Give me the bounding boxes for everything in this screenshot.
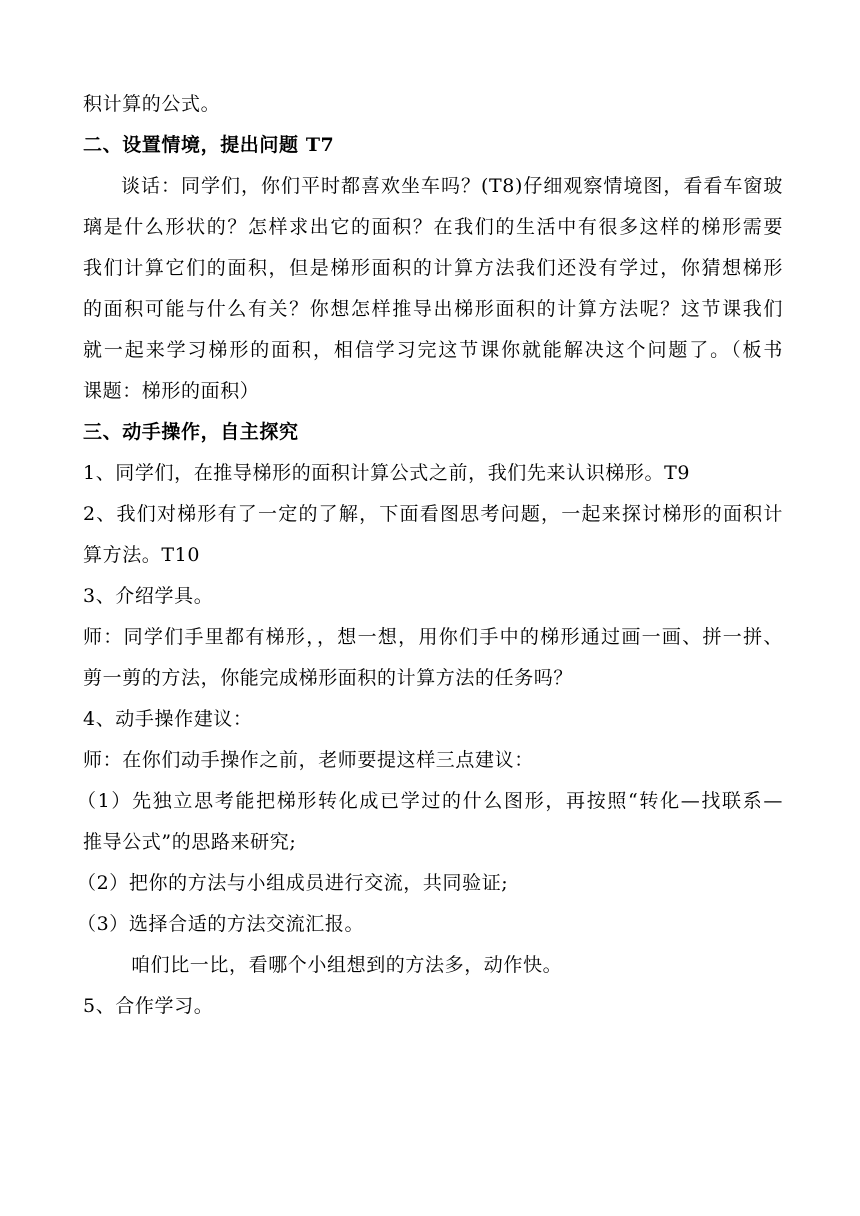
paragraph-line: 璃是什么形状的？怎样求出它的面积？在我们的生活中有很多这样的梯形需要: [83, 216, 783, 238]
paragraph-line: 算方法。T10: [83, 544, 201, 566]
paragraph-line: 课题：梯形的面积）: [83, 380, 260, 402]
paragraph-line: 积计算的公式。: [83, 93, 221, 115]
list-item: 2、我们对梯形有了一定的了解，下面看图思考问题，一起来探讨梯形的面积计: [83, 503, 783, 525]
paragraph-line: 的面积可能与什么有关？你想怎样推导出梯形面积的计算方法呢？这节课我们: [83, 298, 783, 320]
paragraph-line: 剪一剪的方法，你能完成梯形面积的计算方法的任务吗？: [83, 667, 574, 689]
section-heading-3: 三、动手操作，自主探究: [83, 421, 299, 443]
list-item: 5、合作学习。: [83, 995, 214, 1017]
list-item: 3、介绍学具。: [83, 585, 214, 607]
paragraph-line: 就一起来学习梯形的面积，相信学习完这节课你就能解决这个问题了。（板书: [83, 339, 783, 361]
numbered-suggestion: （2）把你的方法与小组成员进行交流，共同验证;: [77, 872, 509, 894]
paragraph-line: 师：同学们手里都有梯形，，想一想，用你们手中的梯形通过画一画、拼一拼、: [83, 626, 783, 648]
paragraph-line: 咱们比一比，看哪个小组想到的方法多，动作快。: [131, 954, 563, 976]
numbered-suggestion: （3）选择合适的方法交流汇报。: [77, 913, 365, 935]
list-item: 1、同学们，在推导梯形的面积计算公式之前，我们先来认识梯形。T9: [83, 462, 691, 484]
list-item: 4、动手操作建议：: [83, 708, 253, 730]
paragraph-line: 师：在你们动手操作之前，老师要提这样三点建议：: [83, 749, 534, 771]
section-heading-2: 二、设置情境，提出问题 T7: [83, 134, 335, 156]
paragraph-line: 谈话：同学们，你们平时都喜欢坐车吗？(T8)仔细观察情境图，看看车窗玻: [121, 175, 783, 197]
paragraph-line: 推导公式”的思路来研究;: [83, 831, 297, 853]
paragraph-line: 我们计算它们的面积，但是梯形面积的计算方法我们还没有学过，你猜想梯形: [83, 257, 783, 279]
numbered-suggestion: （1）先独立思考能把梯形转化成已学过的什么图形，再按照“转化—找联系—: [77, 790, 783, 812]
document-page: [77, 84, 783, 1027]
